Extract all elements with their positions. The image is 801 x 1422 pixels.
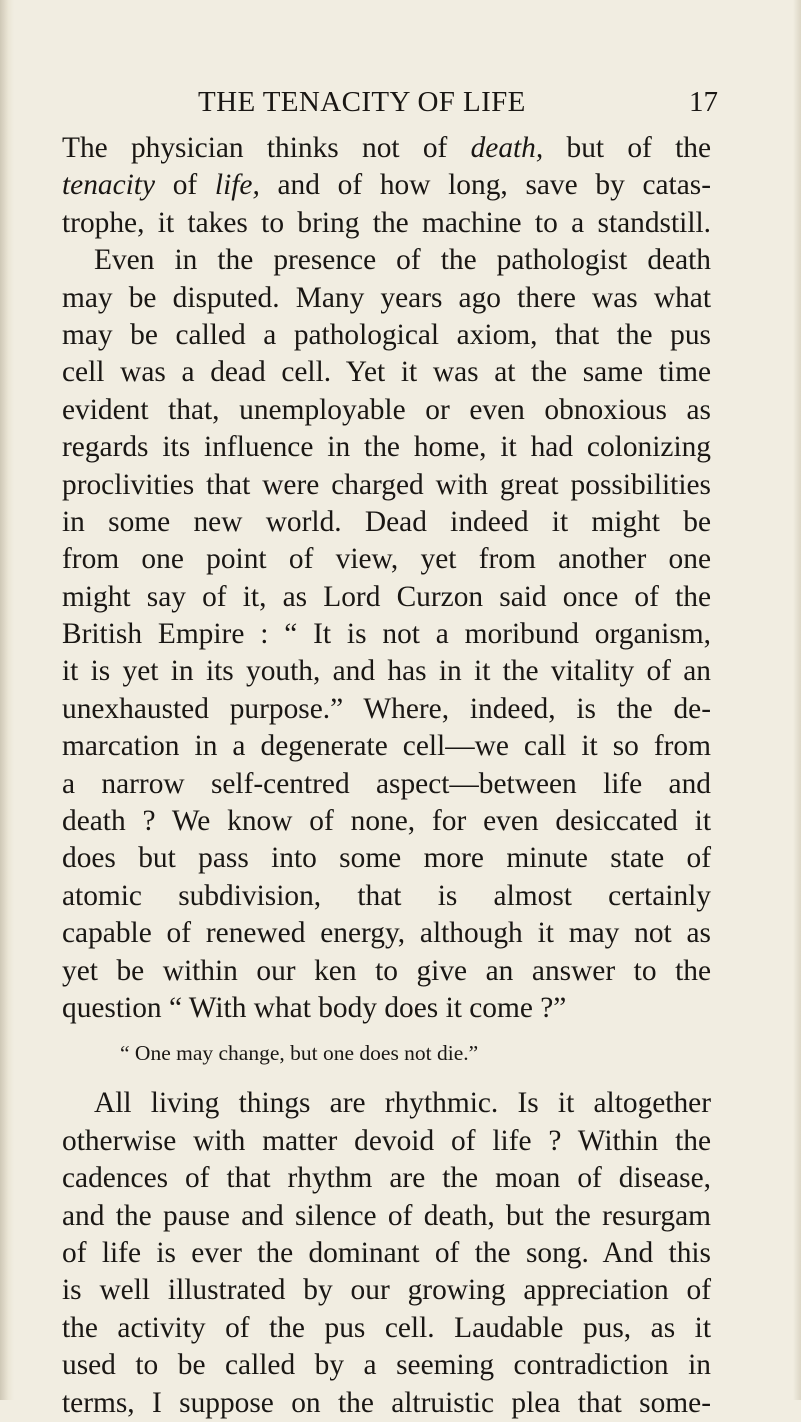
page-number: 17 xyxy=(689,86,718,118)
italic-term: tenacity xyxy=(62,169,156,202)
text-line: question “ With what body does it come ?” xyxy=(62,991,567,1024)
text-span: of xyxy=(155,169,215,202)
text-line: does but pass into some more minute state of xyxy=(62,842,711,875)
epigraph-quote: “ One may change, but one does not die.” xyxy=(120,1041,479,1066)
text-line: terms, I suppose on the altruistic plea that some- xyxy=(62,1386,711,1419)
text-line: might say of it, as Lord Curzon said once of the xyxy=(62,580,711,613)
text-line: it is yet in its youth, and has in it the vitality of an xyxy=(62,655,711,688)
text-line: in some new world. Dead indeed it might be xyxy=(62,505,711,538)
page-binding-edge xyxy=(0,0,14,1400)
text-line: from one point of view, yet from another one xyxy=(62,543,711,576)
text-line: cadences of that rhythm are the moan of disease, xyxy=(62,1162,711,1195)
text-line: may be called a pathological axiom, that the pus xyxy=(62,318,711,351)
text-line xyxy=(62,167,711,204)
text-line: a narrow self-centred aspect—between life and xyxy=(62,767,711,800)
text-span: The physician thinks not of xyxy=(62,132,471,164)
body-text xyxy=(62,130,711,1422)
text-span: and of how long, save by catas- xyxy=(259,169,711,202)
text-line: British Empire : “ It is not a moribund organism, xyxy=(62,618,711,651)
text-line: marcation in a degenerate cell—we call it so from xyxy=(62,730,711,763)
running-header xyxy=(198,86,718,120)
text-line: otherwise with matter devoid of life ? Within the xyxy=(62,1124,711,1157)
text-line: trophe, it takes to bring the machine to a standstill. xyxy=(62,206,711,239)
text-line: the activity of the pus cell. Laudable pus, as it xyxy=(62,1311,711,1344)
page-outer-edge xyxy=(793,0,801,1400)
text-line: Even in the presence of the pathologist death xyxy=(94,244,711,277)
text-line: used to be called by a seeming contradiction in xyxy=(62,1349,711,1382)
text-line: capable of renewed energy, although it may not as xyxy=(62,917,711,950)
italic-term: death, xyxy=(470,132,544,164)
text-line: cell was a dead cell. Yet it was at the same time xyxy=(62,356,711,389)
text-line: may be disputed. Many years ago there was what xyxy=(62,281,711,314)
text-line: and the pause and silence of death, but the resurgam xyxy=(62,1199,711,1232)
text-line: unexhausted purpose.” Where, indeed, is the de- xyxy=(62,692,711,725)
text-span: but of the xyxy=(543,132,711,164)
text-line xyxy=(62,130,711,167)
text-line: is well illustrated by our growing appreciation of xyxy=(62,1274,711,1307)
text-line: regards its influence in the home, it had colonizing xyxy=(62,431,711,464)
text-line: yet be within our ken to give an answer to the xyxy=(62,954,711,987)
text-line: evident that, unemployable or even obnoxious as xyxy=(62,393,711,426)
text-line: of life is ever the dominant of the song. And this xyxy=(62,1236,711,1269)
text-line: death ? We know of none, for even desiccated it xyxy=(62,805,711,838)
text-line: atomic subdivision, that is almost certainly xyxy=(62,879,711,912)
running-header-title: THE TENACITY OF LIFE xyxy=(198,86,526,118)
text-line: All living things are rhythmic. Is it altogether xyxy=(94,1087,711,1120)
italic-term: life, xyxy=(214,169,260,202)
text-line: proclivities that were charged with great possibilities xyxy=(62,468,711,501)
